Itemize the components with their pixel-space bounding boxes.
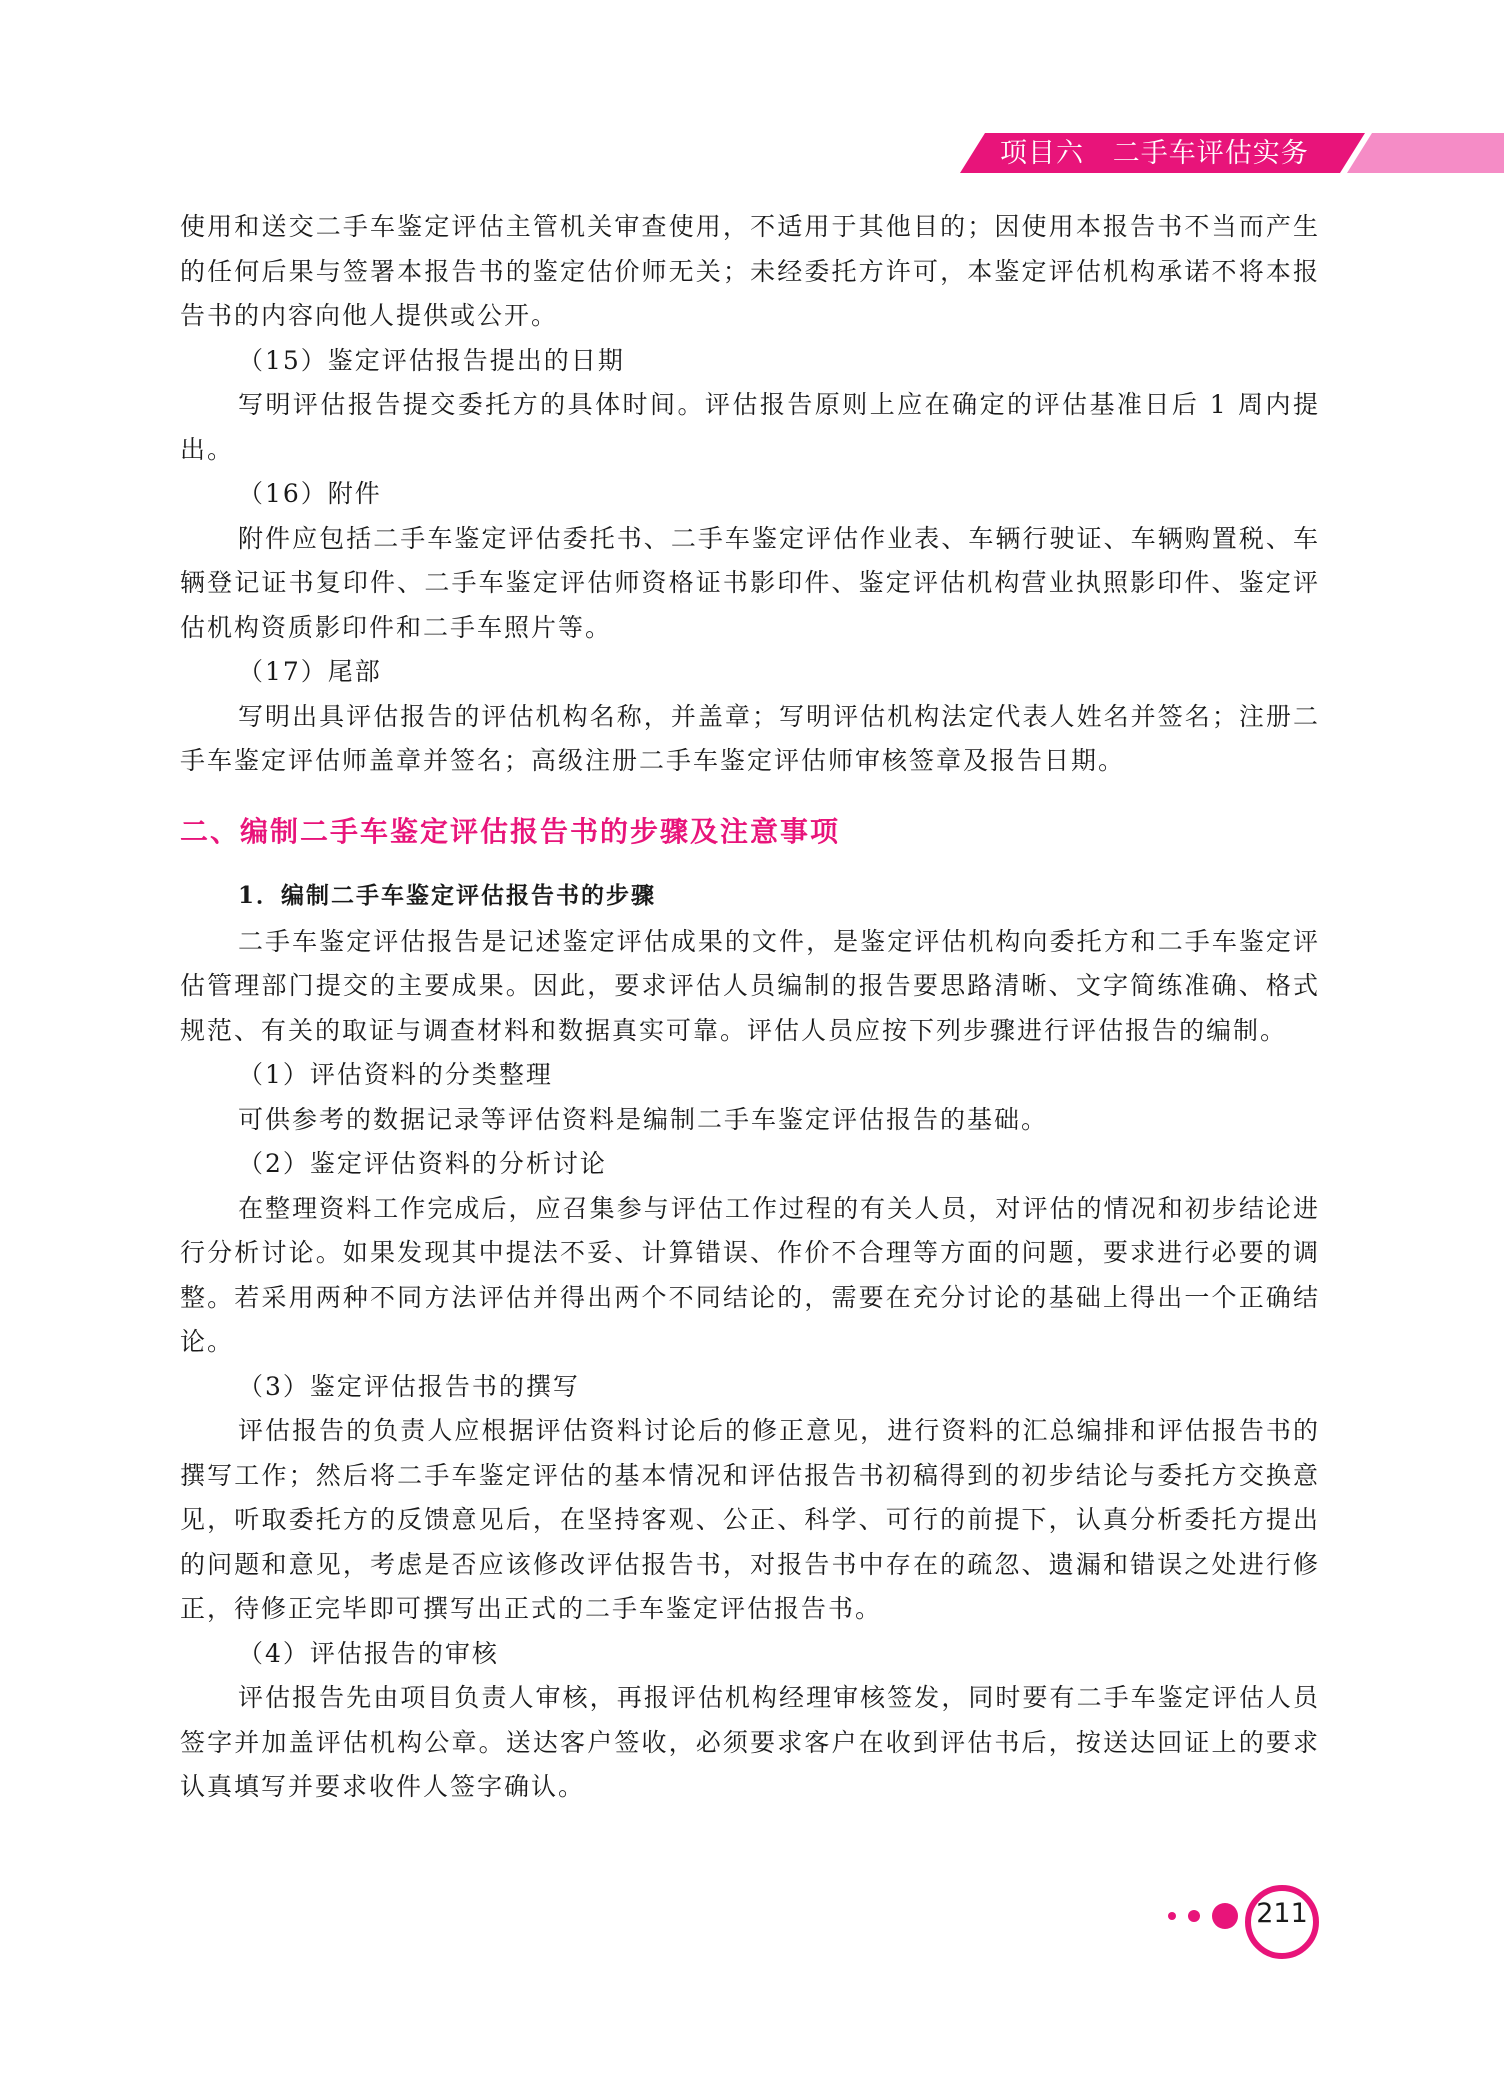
step-2-heading: （2）鉴定评估资料的分析讨论 (238, 1149, 607, 1178)
item-16-heading: （16）附件 (238, 479, 382, 508)
item-17-body: 写明出具评估报告的评估机构名称，并盖章；写明评估机构法定代表人姓名并签名；注册二手车鉴定评估师盖章并签名；高级注册二手车鉴定评估师审核签章及报告日期。 (180, 701, 1320, 775)
step-4-heading: （4）评估报告的审核 (238, 1638, 499, 1668)
step-3-body: 评估报告的负责人应根据评估资料讨论后的修正意见，进行资料的汇总编排和评估报告书的撰写工作；然后将二手车鉴定评估的基本情况和评估报告书初稿得到的初步结论与委托方交换意见，听取委托方的反馈意见后，在坚持客观、公正、科学、可行的前提下，认真分析委托方提出的问题和意见，考虑是否应该修改评估报告书，对报告书中存在的疏忽、遗漏和错误之处进行修正，待修正完毕即可撰写出正式的二手车鉴定评估报告书。 (180, 1416, 1320, 1623)
subsection-title: 1．编制二手车鉴定评估报告书的步骤 (238, 881, 657, 909)
page-content (180, 205, 1320, 1810)
step-1-body: 可供参考的数据记录等评估资料是编制二手车鉴定评估报告的基础。 (238, 1104, 1049, 1134)
item-15-body: 写明评估报告提交委托方的具体时间。评估报告原则上应在确定的评估基准日后 1 周内提出。 (180, 390, 1320, 464)
step-2-body: 在整理资料工作完成后，应召集参与评估工作过程的有关人员，对评估的情况和初步结论进行分析讨论。如果发现其中提法不妥、计算错误、作价不合理等方面的问题，要求进行必要的调整。若采用两种不同方法评估并得出两个不同结论的，需要在充分讨论的基础上得出一个正确结论。 (180, 1193, 1320, 1356)
item-15-heading: （15）鉴定评估报告提出的日期 (238, 345, 625, 375)
intro-paragraph: 二手车鉴定评估报告是记述鉴定评估成果的文件，是鉴定评估机构向委托方和二手车鉴定评估管理部门提交的主要成果。因此，要求评估人员编制的报告要思路清晰、文字简练准确、格式规范、有关的取证与调查材料和数据真实可靠。评估人员应按下列步骤进行评估报告的编制。 (180, 926, 1320, 1045)
item-16-body: 附件应包括二手车鉴定评估委托书、二手车鉴定评估作业表、车辆行驶证、车辆购置税、车辆登记证书复印件、二手车鉴定评估师资格证书影印件、鉴定评估机构营业执照影印件、鉴定评估机构资质影印件和二手车照片等。 (180, 523, 1320, 642)
paragraph-continuation: 使用和送交二手车鉴定评估主管机关审查使用，不适用于其他目的；因使用本报告书不当而产生的任何后果与签署本报告书的鉴定估价师无关；未经委托方许可，本鉴定评估机构承诺不将本报告书的内容向他人提供或公开。 (180, 212, 1320, 330)
step-4-body: 评估报告先由项目负责人审核，再报评估机构经理审核签发，同时要有二手车鉴定评估人员签字并加盖评估机构公章。送达客户签收，必须要求客户在收到评估书后，按送达回证上的要求认真填写并要求收件人签字确认。 (180, 1683, 1320, 1801)
step-1-heading: （1）评估资料的分类整理 (238, 1060, 553, 1089)
item-17-heading: （17）尾部 (238, 657, 382, 686)
large-dot-icon (1212, 1903, 1238, 1929)
medium-dot-icon (1188, 1910, 1200, 1922)
page-number: 211 (1256, 1898, 1308, 1929)
page-number-badge (1160, 1880, 1330, 1960)
header-title: 项目六 二手车评估实务 (1000, 138, 1309, 169)
step-3-heading: （3）鉴定评估报告书的撰写 (238, 1371, 580, 1401)
section-title: 二、编制二手车鉴定评估报告书的步骤及注意事项 (180, 814, 841, 848)
small-dot-icon (1168, 1912, 1176, 1920)
